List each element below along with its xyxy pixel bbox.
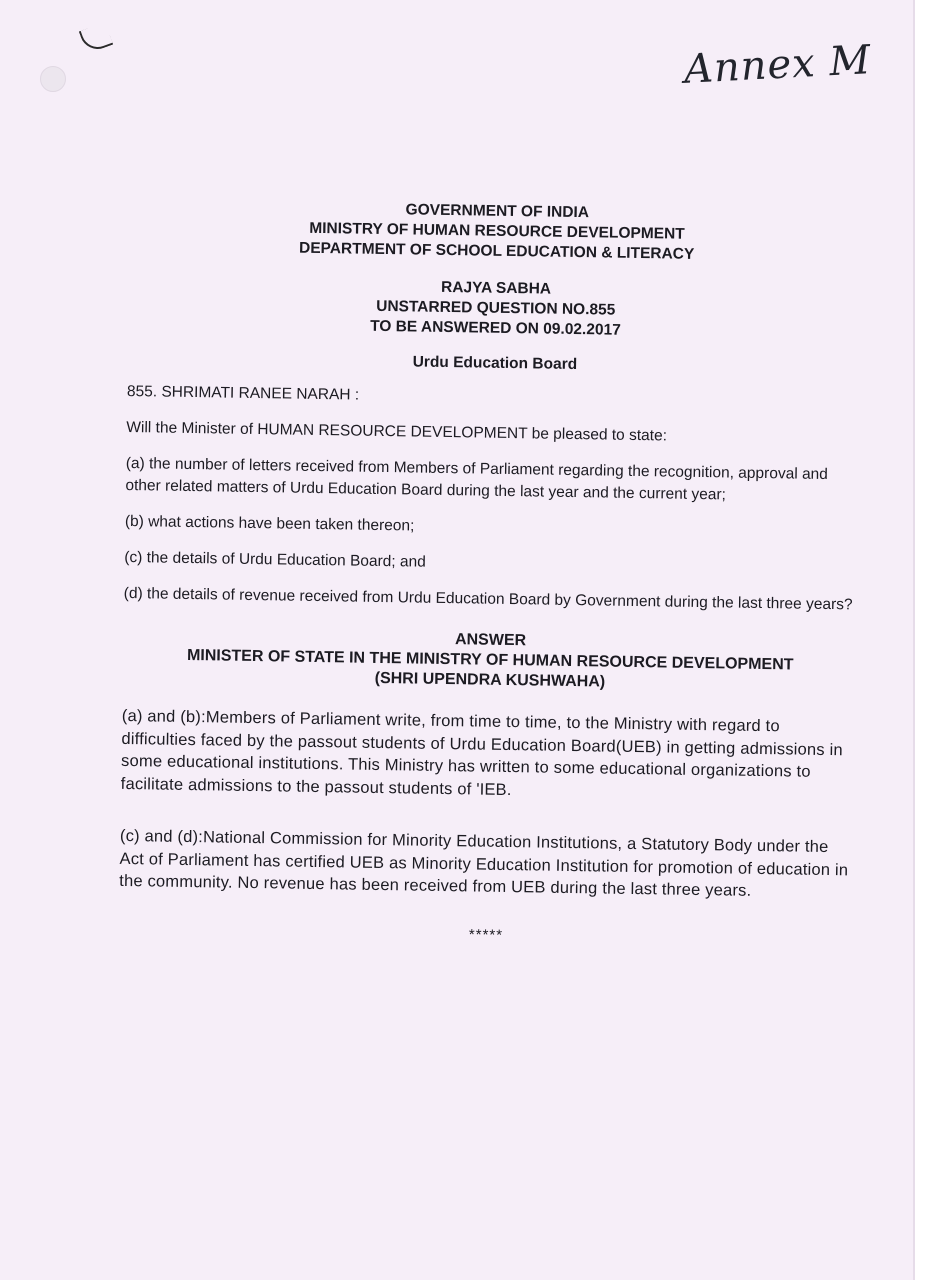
minister-name: (SHRI UPENDRA KUSHWAHA) (374, 669, 606, 691)
asker-line: 855. SHRIMATI RANEE NARAH : (126, 382, 360, 404)
header-line-3: DEPARTMENT OF SCHOOL EDUCATION & LITERACY (298, 239, 695, 263)
answer-date: TO BE ANSWERED ON 09.02.2017 (370, 317, 621, 339)
answer-title: ANSWER (454, 631, 527, 650)
answer-header (122, 625, 858, 697)
document-content (118, 196, 865, 949)
answer-a-b: (a) and (b):Members of Parliament write, from time to time, to the Ministry with regard to difficulties faced by the passout students of Urdu Education Board(UEB) in getting admissions in some educational institutions. This Ministry has written to some educational organizations to facilitate admissions to the passout students of 'IEB. (120, 706, 843, 799)
question-a: (a) the number of letters received from Members of Parliament regarding the recognition, approval and other related matters of Urdu Education Board during the last year and the current year; (125, 454, 829, 504)
department-header (129, 196, 865, 268)
question-header (128, 273, 864, 345)
answer-c-d: (c) and (d):National Commission for Minority Education Institutions, a Statutory Body under the Act of Parliament has certified UEB as Minority Education Institution for promotion of education in the community. No revenue has been received from UEB during the last three years. (119, 826, 849, 900)
minister-title: MINISTER OF STATE IN THE MINISTRY OF HUMAN RESOURCE DEVELOPMENT (186, 646, 794, 674)
pen-mark (79, 22, 114, 54)
question-d: (d) the details of revenue received from Urdu Education Board by Government during the last three years? (123, 584, 853, 614)
house-name: RAJYA SABHA (440, 278, 552, 298)
intro-line: Will the Minister of HUMAN RESOURCE DEVELOPMENT be pleased to state: (126, 418, 668, 445)
annex-annotation: Annex M (682, 37, 873, 93)
header-line-2: MINISTRY OF HUMAN RESOURCE DEVELOPMENT (309, 219, 685, 243)
question-b: (b) what actions have been taken thereon; (124, 512, 415, 535)
question-number: UNSTARRED QUESTION NO.855 (376, 297, 616, 319)
punch-hole (40, 66, 66, 92)
end-mark: ***** (468, 925, 504, 944)
subject-title: Urdu Education Board (412, 353, 578, 374)
header-line-1: GOVERNMENT OF INDIA (405, 201, 590, 222)
question-c: (c) the details of Urdu Education Board; and (124, 548, 426, 571)
